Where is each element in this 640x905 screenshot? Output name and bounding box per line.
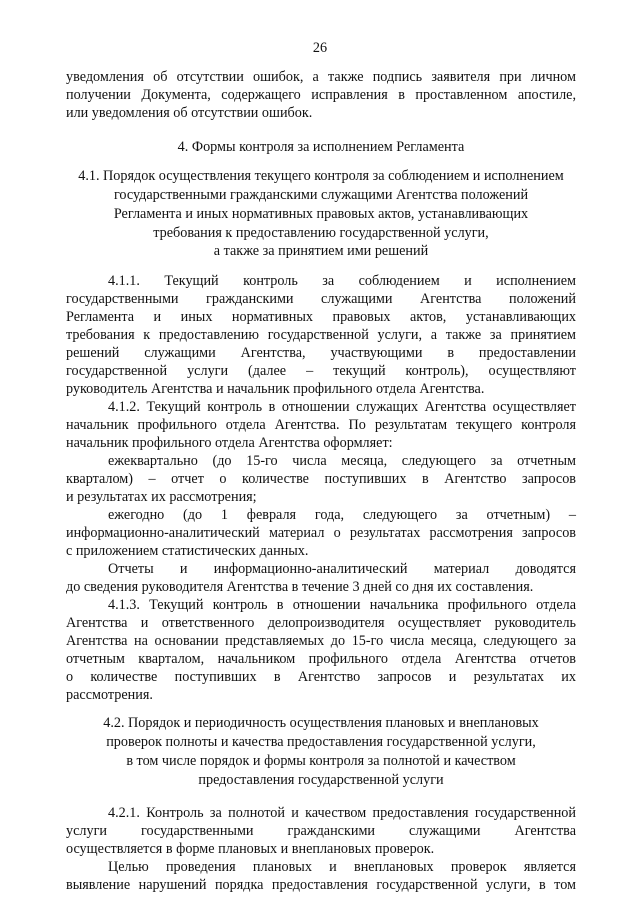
text-line: рассмотрения. bbox=[66, 687, 153, 703]
text-line: государственной услуги (далее – текущий контроль), осуществляют bbox=[66, 363, 576, 379]
subsection-heading-line: Регламента и иных нормативных правовых актов, устанавливающих bbox=[113, 206, 529, 222]
text-line: до сведения руководителя Агентства в течение 3 дней со дня их составления. bbox=[66, 579, 534, 595]
text-line: получении Документа, содержащего исправления в проставленном апостиле, bbox=[66, 87, 576, 103]
text-line: 4.1.2. Текущий контроль в отношении служащих Агентства осуществляет bbox=[108, 399, 576, 415]
text-line: решений служащими Агентства, участвующими в предоставлении bbox=[66, 345, 576, 361]
text-line: Регламента и иных нормативных правовых актов, устанавливающих bbox=[66, 309, 576, 325]
text-line: или уведомления об отсутствии ошибок. bbox=[66, 105, 313, 121]
text-line: осуществляется в форме плановых и внеплановых проверок. bbox=[66, 841, 435, 857]
subsection-heading-line: 4.1. Порядок осуществления текущего контроля за соблюдением и исполнением bbox=[78, 168, 564, 184]
text-line: Целью проведения плановых и внеплановых проверок является bbox=[108, 859, 576, 875]
text-line: государственными гражданскими служащими Агентства положений bbox=[66, 291, 576, 307]
section-title: 4. Формы контроля за исполнением Регламента bbox=[177, 139, 465, 155]
text-line: с приложением статистических данных. bbox=[66, 543, 309, 559]
text-line: руководитель Агентства и начальник профильного отдела Агентства. bbox=[66, 381, 485, 397]
text-line: ежегодно (до 1 февраля года, следующего за отчетным) – bbox=[108, 507, 576, 523]
text-line: 4.1.1. Текущий контроль за соблюдением и исполнением bbox=[108, 273, 576, 289]
subsection-heading-line: 4.2. Порядок и периодичность осуществления плановых и внеплановых bbox=[103, 715, 539, 731]
text-line: начальник профильного отдела Агентства оформляет: bbox=[66, 435, 393, 451]
subsection-heading-line: государственными гражданскими служащими Агентства положений bbox=[113, 187, 529, 203]
text-line: ежеквартально (до 15-го числа месяца, следующего за отчетным bbox=[108, 453, 576, 469]
text-line: отчетным кварталом, начальником профильного отдела Агентства отчетов bbox=[66, 651, 576, 667]
text-line: и результатах их рассмотрения; bbox=[66, 489, 257, 505]
text-line: кварталом) – отчет о количестве поступивших в Агентство запросов bbox=[66, 471, 576, 487]
text-line: начальник профильного отдела Агентства. По результатам текущего контроля bbox=[66, 417, 576, 433]
text-line: Агентства на основании представляемых до 15-го числа месяца, следующего за bbox=[66, 633, 576, 649]
text-line: уведомления об отсутствии ошибок, а также подпись заявителя при личном bbox=[66, 69, 576, 85]
text-line: 4.2.1. Контроль за полнотой и качеством предоставления государственной bbox=[108, 805, 576, 821]
subsection-heading-line: требования к предоставлению государственной услуги, bbox=[153, 225, 489, 241]
text-line: услуги государственными гражданскими служащими Агентства bbox=[66, 823, 576, 839]
text-line: Отчеты и информационно-аналитический материал доводятся bbox=[108, 561, 576, 577]
subsection-heading-line: проверок полноты и качества предоставления государственной услуги, bbox=[106, 734, 536, 750]
subsection-heading-line: а также за принятием ими решений bbox=[213, 243, 429, 259]
text-line: требования к предоставлению государственной услуги, а также за принятием bbox=[66, 327, 576, 343]
subsection-heading-line: предоставления государственной услуги bbox=[198, 772, 444, 788]
text-line: о количестве поступивших в Агентство запросов и результатах их bbox=[66, 669, 576, 685]
text-line: Агентства и ответственного делопроизводителя осуществляет руководитель bbox=[66, 615, 576, 631]
text-line: информационно-аналитический материал о результатах рассмотрения запросов bbox=[66, 525, 576, 541]
subsection-heading-line: в том числе порядок и формы контроля за полнотой и качеством bbox=[126, 753, 516, 769]
text-line: выявление нарушений порядка предоставления государственной услуги, в том bbox=[66, 877, 576, 893]
text-line: 4.1.3. Текущий контроль в отношении начальника профильного отдела bbox=[108, 597, 576, 613]
page-number: 26 bbox=[312, 40, 328, 56]
